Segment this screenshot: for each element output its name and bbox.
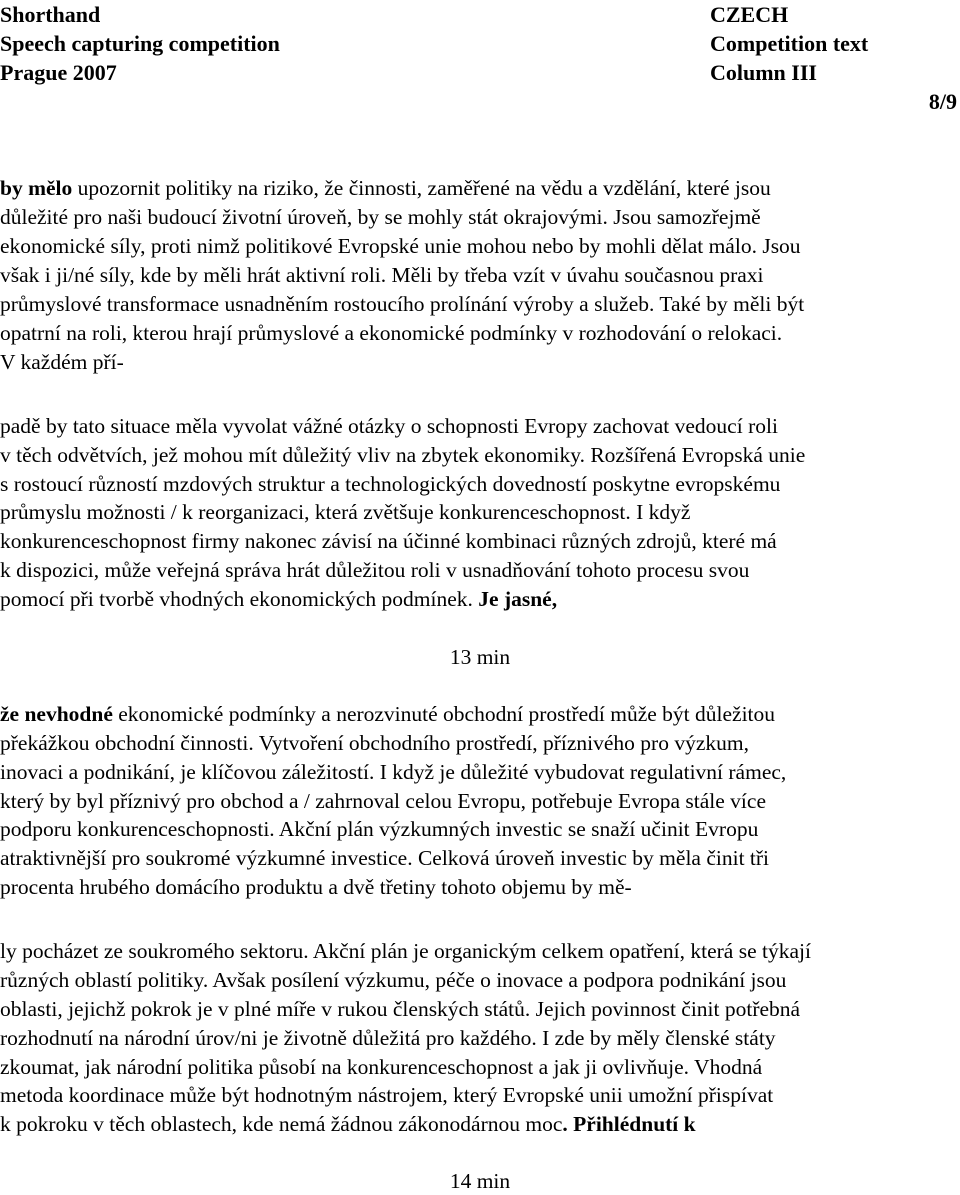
- text-line: [0, 729, 749, 757]
- text-segment: padě by tato situace měla vyvolat vážné otázky o schopnosti Evropy zachovat vedoucí roli: [0, 414, 778, 438]
- text-segment: ly pocházet ze soukromého sektoru. Akční plán je organickým celkem opatření, která se týkají: [0, 939, 811, 963]
- header-column: Column III: [710, 60, 817, 85]
- header-text-type: Competition text: [710, 31, 869, 56]
- text-line: [0, 527, 777, 555]
- text-segment: ekonomické síly, proti nimž politikové Evropské unie mohou nebo by mohli dělat málo. Jsou: [0, 234, 801, 258]
- text-segment: překážkou obchodní činnosti. Vytvoření obchodního prostředí, příznivého pro výzkum,: [0, 731, 749, 755]
- text-segment: který by byl příznivý pro obchod a / zahrnoval celou Evropu, potřebuje Evropa stále více: [0, 789, 766, 813]
- text-line: [0, 498, 690, 526]
- text-line: [0, 966, 786, 994]
- text-line: [0, 203, 761, 231]
- text-line: [0, 232, 801, 260]
- text-line: [0, 787, 766, 815]
- text-line: [0, 261, 764, 289]
- text-line: [0, 348, 124, 376]
- text-line: [0, 995, 800, 1023]
- text-segment: k pokroku v těch oblastech, kde nemá žádnou zákonodárnou moc: [0, 1112, 563, 1136]
- time-marker: 13 min: [449, 645, 511, 669]
- text-segment: průmyslu možnosti / k reorganizaci, která zvětšuje konkurenceschopnost. I když: [0, 500, 691, 524]
- bold-text: . Přihlédnutí k: [562, 1112, 696, 1136]
- time-marker: 14 min: [449, 1169, 511, 1193]
- text-line: [0, 1110, 696, 1138]
- text-line: [0, 290, 804, 318]
- text-line: [0, 1081, 773, 1109]
- header-competition: Speech capturing competition: [0, 31, 280, 56]
- text-segment: však i ji/né síly, kde by měli hrát aktivní roli. Měli by třeba vzít v úvahu současnou praxi: [0, 263, 764, 287]
- text-line: [0, 441, 805, 469]
- text-segment: k dispozici, může veřejná správa hrát důležitou roli v usnadňování tohoto procesu svou: [0, 558, 750, 582]
- text-line: [0, 937, 811, 965]
- text-line: [0, 319, 782, 347]
- text-line: [0, 470, 780, 498]
- text-line: [0, 1024, 776, 1052]
- header-title: Shorthand: [0, 2, 101, 27]
- text-segment: důležité pro naši budoucí životní úroveň, by se mohly stát okrajovými. Jsou samozřejmě: [0, 205, 761, 229]
- text-segment: v těch odvětvích, jež mohou mít důležitý vliv na zbytek ekonomiky. Rozšířená Evropská unie: [0, 443, 806, 467]
- text-segment: ekonomické podmínky a nerozvinuté obchodní prostředí může být důležitou: [112, 702, 776, 726]
- text-line: [0, 585, 557, 613]
- text-line: [0, 700, 775, 728]
- page-number: 8/9: [928, 89, 957, 114]
- header-language: CZECH: [710, 2, 789, 27]
- bold-text: by mělo: [0, 176, 73, 200]
- text-line: [0, 844, 769, 872]
- text-segment: procenta hrubého domácího produktu a dvě třetiny tohoto objemu by mě-: [0, 875, 632, 899]
- text-segment: konkurenceschopnost firmy nakonec závisí na účinné kombinaci různých zdrojů, které má: [0, 529, 777, 553]
- text-line: [0, 174, 771, 202]
- text-segment: podporu konkurenceschopnosti. Akční plán výzkumných investic se snaží učinit Evropu: [0, 817, 759, 841]
- text-segment: pomocí při tvorbě vhodných ekonomických podmínek.: [0, 587, 479, 611]
- text-segment: upozornit politiky na riziko, že činnosti, zaměřené na vědu a vzdělání, které jsou: [72, 176, 771, 200]
- text-segment: s rostoucí růzností mzdových struktur a technologických dovedností poskytne evropskému: [0, 472, 781, 496]
- text-segment: zkoumat, jak národní politika působí na konkurenceschopnost a jak ji ovlivňuje. Vhodná: [0, 1055, 763, 1079]
- text-line: [0, 758, 786, 786]
- text-segment: rozhodnutí na národní úrov/ni je životně důležitá pro každého. I zde by měly členské státy: [0, 1026, 776, 1050]
- text-segment: průmyslové transformace usnadněním rostoucího prolínání výroby a služeb. Také by měli být: [0, 292, 805, 316]
- text-segment: metoda koordinace může být hodnotným nástrojem, který Evropské unii umožní přispívat: [0, 1083, 774, 1107]
- text-segment: různých oblastí politiky. Avšak posílení výzkumu, péče o inovace a podpora podnikání jsou: [0, 968, 787, 992]
- text-segment: V každém pří-: [0, 350, 124, 374]
- text-segment: inovaci a podnikání, je klíčovou záležitostí. I když je důležité vybudovat regulativní rámec,: [0, 760, 787, 784]
- text-line: [0, 1053, 762, 1081]
- text-segment: oblasti, jejichž pokrok je v plné míře v rukou členských států. Jejich povinnost činit potřebná: [0, 997, 801, 1021]
- text-line: [0, 815, 758, 843]
- bold-text: že nevhodné: [0, 702, 113, 726]
- text-line: [0, 873, 632, 901]
- bold-text: Je jasné,: [478, 587, 558, 611]
- header-location: Prague 2007: [0, 60, 117, 85]
- text-segment: atraktivnější pro soukromé výzkumné investice. Celková úroveň investic by měla činit tři: [0, 846, 770, 870]
- text-line: [0, 556, 749, 584]
- text-line: [0, 412, 778, 440]
- text-segment: opatrní na roli, kterou hrají průmyslové a ekonomické podmínky v rozhodování o relokaci.: [0, 321, 783, 345]
